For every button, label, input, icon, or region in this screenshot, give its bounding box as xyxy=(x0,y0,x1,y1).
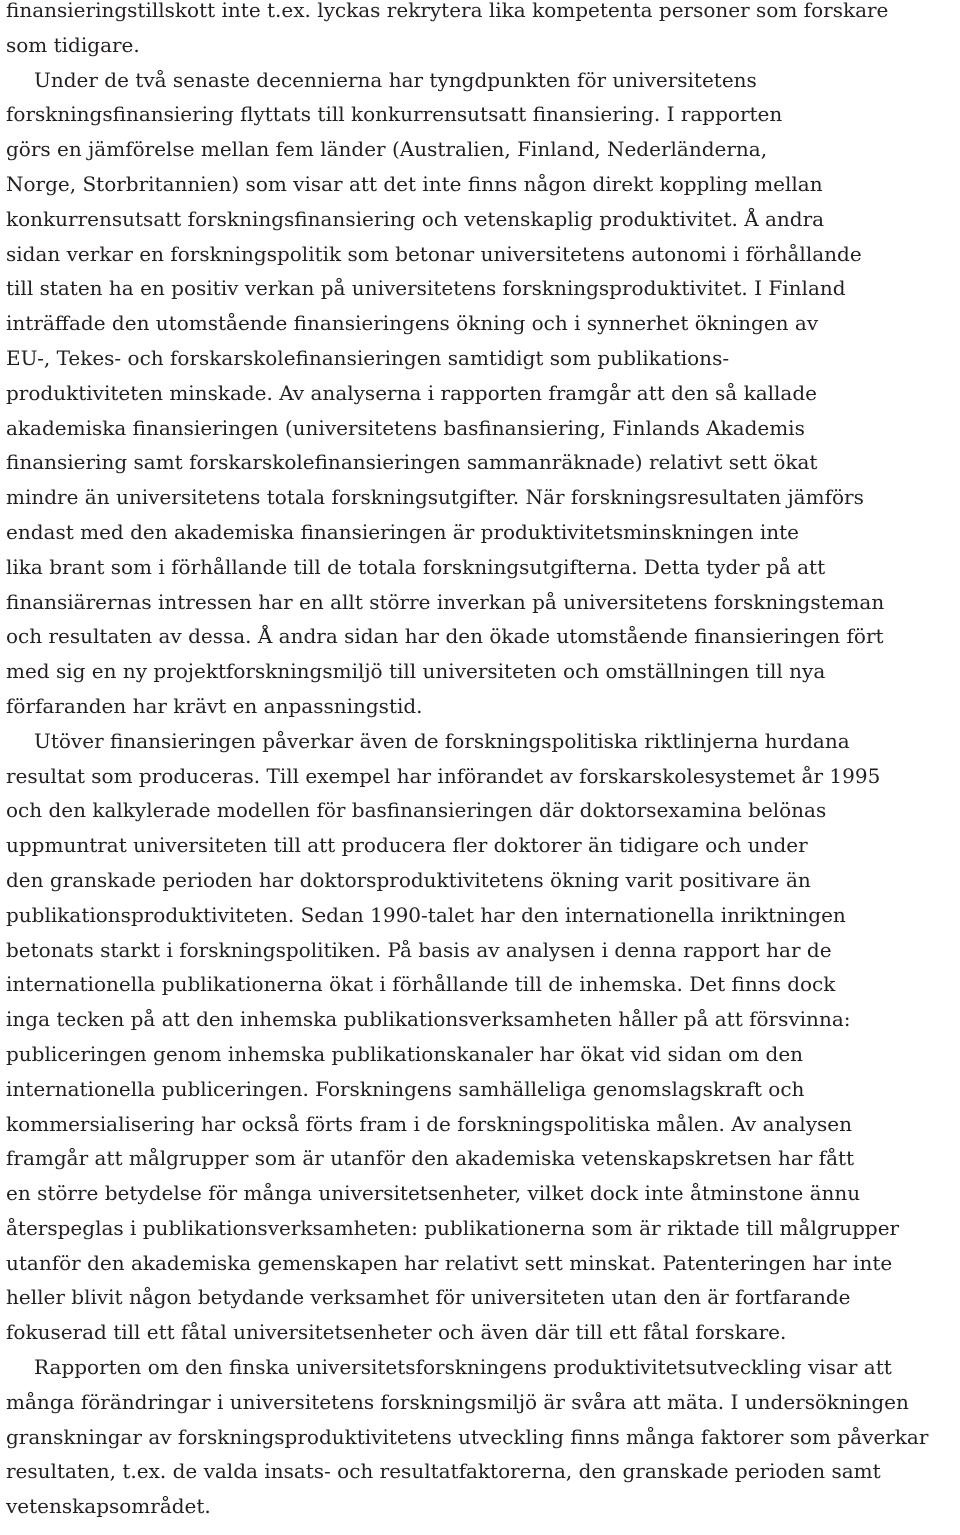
text-line: betonats starkt i forskningspolitiken. På basis av analysen i denna rapport har de xyxy=(6,937,832,962)
text-line: kommersialisering har också förts fram i de forskningspolitiska målen. Av analysen xyxy=(6,1111,852,1136)
text-line: resultaten, t.ex. de valda insats- och resultatfaktorerna, den granskade perioden samt xyxy=(6,1459,881,1484)
text-line: utanför den akademiska gemenskapen har relativt sett minskat. Patenteringen har inte xyxy=(6,1250,893,1275)
text-line: publiceringen genom inhemska publikationskanaler har ökat vid sidan om den xyxy=(6,1041,804,1066)
text-line: internationella publikationerna ökat i förhållande till de inhemska. Det finns dock xyxy=(6,972,836,997)
text-line: framgår att målgrupper som är utanför den akademiska vetenskapskretsen har fått xyxy=(6,1146,855,1171)
text-line: till staten ha en positiv verkan på universitetens forskningsproduktivitet. I Finland xyxy=(6,276,846,301)
text-line: vetenskapsområdet. xyxy=(6,1494,211,1519)
text-line: resultat som produceras. Till exempel har införandet av forskarskolesystemet år 1995 xyxy=(6,763,881,788)
text-line: återspeglas i publikationsverksamheten: publikationerna som är riktade till målgrupper xyxy=(6,1215,900,1240)
text-line: sidan verkar en forskningspolitik som betonar universitetens autonomi i förhållande xyxy=(6,241,862,266)
text-line: förfaranden har krävt en anpassningstid. xyxy=(6,693,423,718)
text-line: fokuserad till ett fåtal universitetsenheter och även där till ett fåtal forskare. xyxy=(6,1320,787,1345)
paragraph-3 xyxy=(6,724,954,1350)
text-line: med sig en ny projektforskningsmiljö till universiteten och omställningen till nya xyxy=(6,659,826,684)
text-line: akademiska finansieringen (universitetens basfinansiering, Finlands Akademis xyxy=(6,415,805,440)
text-line: Rapporten om den finska universitetsforskningens produktivitetsutveckling visar att xyxy=(34,1355,892,1380)
paragraph-1 xyxy=(6,0,954,63)
text-line: Utöver finansieringen påverkar även de forskningspolitiska riktlinjerna hurdana xyxy=(34,728,850,753)
text-line: finansiärernas intressen har en allt större inverkan på universitetens forskningsteman xyxy=(6,589,885,614)
text-line: inga tecken på att den inhemska publikationsverksamheten håller på att försvinna: xyxy=(6,1007,851,1032)
body-text xyxy=(6,0,954,1524)
text-line: inträffade den utomstående finansieringens ökning och i synnerhet ökningen av xyxy=(6,311,819,336)
text-line: Norge, Storbritannien) som visar att det inte finns någon direkt koppling mellan xyxy=(6,171,823,196)
text-line: granskningar av forskningsproduktivitetens utveckling finns många faktorer som påverkar xyxy=(6,1424,929,1449)
text-line: produktiviteten minskade. Av analyserna i rapporten framgår att den så kallade xyxy=(6,380,817,405)
text-line: och resultaten av dessa. Å andra sidan har den ökade utomstående finansieringen fört xyxy=(6,624,884,649)
text-line: finansieringstillskott inte t.ex. lyckas rekrytera lika kompetenta personer som forskare xyxy=(6,0,889,22)
text-line: internationella publiceringen. Forskningens samhälleliga genomslagskraft och xyxy=(6,1076,805,1101)
text-line: görs en jämförelse mellan fem länder (Australien, Finland, Nederländerna, xyxy=(6,137,768,162)
text-line: EU-, Tekes- och forskarskolefinansieringen samtidigt som publikations- xyxy=(6,345,730,370)
text-line: endast med den akademiska finansieringen är produktivitetsminskningen inte xyxy=(6,519,799,544)
text-line: och den kalkylerade modellen för basfinansieringen där doktorsexamina belönas xyxy=(6,798,827,823)
text-line: forskningsfinansiering flyttats till konkurrensutsatt finansiering. I rapporten xyxy=(6,102,783,127)
paragraph-4 xyxy=(6,1350,954,1524)
paragraph-2 xyxy=(6,63,954,724)
text-line: uppmuntrat universiteten till att producera fler doktorer än tidigare och under xyxy=(6,833,808,858)
text-line: konkurrensutsatt forskningsfinansiering och vetenskaplig produktivitet. Å andra xyxy=(6,206,825,231)
text-line: publikationsproduktiviteten. Sedan 1990-talet har den internationella inriktningen xyxy=(6,902,846,927)
text-line: finansiering samt forskarskolefinansieringen sammanräknade) relativt sett ökat xyxy=(6,450,818,475)
text-line: den granskade perioden har doktorsproduktivitetens ökning varit positivare än xyxy=(6,867,811,892)
text-line: som tidigare. xyxy=(6,32,140,57)
text-line: mindre än universitetens totala forskningsutgifter. När forskningsresultaten jämförs xyxy=(6,485,864,510)
text-line: Under de två senaste decennierna har tyngdpunkten för universitetens xyxy=(34,67,757,92)
text-line: en större betydelse för många universitetsenheter, vilket dock inte åtminstone ännu xyxy=(6,1181,861,1206)
text-line: många förändringar i universitetens forskningsmiljö är svåra att mäta. I undersökningen xyxy=(6,1389,909,1414)
text-line: heller blivit någon betydande verksamhet för universiteten utan den är fortfarande xyxy=(6,1285,851,1310)
text-line: lika brant som i förhållande till de totala forskningsutgifterna. Detta tyder på att xyxy=(6,554,826,579)
